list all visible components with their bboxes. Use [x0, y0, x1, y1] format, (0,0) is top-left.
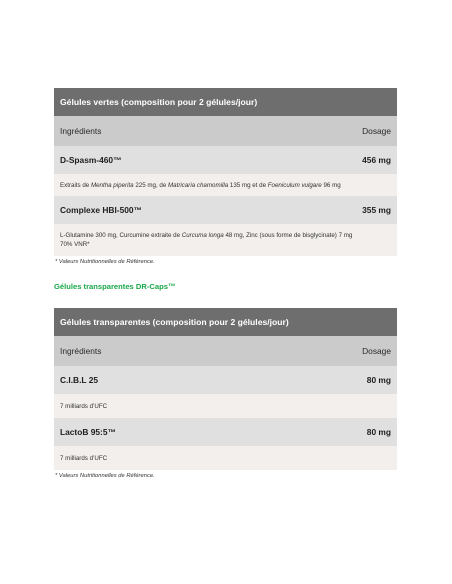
detail-italic: Curcuma longa: [181, 232, 224, 239]
column-header-row: [54, 116, 397, 146]
table-row: [54, 196, 397, 224]
detail-text: 225 mg, de: [133, 181, 169, 189]
detail-text: Extraits de: [60, 181, 91, 189]
ingredient-dose: 456 mg: [362, 155, 391, 165]
table-row: [54, 366, 397, 394]
column-ingredients: Ingrédients: [60, 346, 102, 356]
footnote: * Valeurs Nutritionnelles de Référence.: [55, 259, 155, 265]
detail-text: 135 mg et de: [228, 181, 268, 189]
table-row: [54, 146, 397, 174]
ingredient-detail: [54, 224, 397, 256]
detail-text: 48 mg, Zinc (sous forme de bisglycinate) 7 mg 70% VNR*: [60, 232, 353, 248]
ingredient-name: D-Spasm-460™: [60, 155, 122, 165]
detail-text: 96 mg: [321, 181, 341, 189]
table-green-capsules: [54, 88, 397, 265]
column-dosage: Dosage: [362, 346, 391, 356]
ingredient-detail: 7 milliards d’UFC: [54, 394, 397, 418]
ingredient-dose: 355 mg: [362, 205, 391, 215]
ingredient-dose: 80 mg: [366, 427, 391, 437]
table-transparent-capsules: [54, 308, 397, 479]
column-header-row: [54, 336, 397, 366]
detail-italic: Matricaria chamomilla: [168, 181, 229, 189]
detail-italic: Mentha piperita: [90, 181, 134, 189]
detail-text: L-Glutamine 300 mg, Curcumine extraite de: [60, 232, 182, 239]
table-row: [54, 418, 397, 446]
column-ingredients: Ingrédients: [60, 126, 102, 136]
section-title: Gélules transparentes DR-Caps™: [54, 282, 176, 291]
ingredient-name: Complexe HBI-500™: [60, 205, 142, 215]
ingredient-detail: 7 milliards d’UFC: [54, 446, 397, 470]
ingredient-dose: 80 mg: [366, 375, 391, 385]
detail-italic: Foeniculum vulgare: [267, 181, 322, 189]
ingredient-name: C.I.B.L 25: [60, 375, 99, 385]
table-title: Gélules transparentes (composition pour 2 gélules/jour): [54, 308, 397, 336]
table-title: Gélules vertes (composition pour 2 gélules/jour): [54, 88, 397, 116]
footnote: * Valeurs Nutritionnelles de Référence.: [55, 473, 155, 479]
ingredient-detail: [54, 174, 397, 196]
column-dosage: Dosage: [362, 126, 391, 136]
ingredient-name: LactoB 95:5™: [60, 427, 116, 437]
